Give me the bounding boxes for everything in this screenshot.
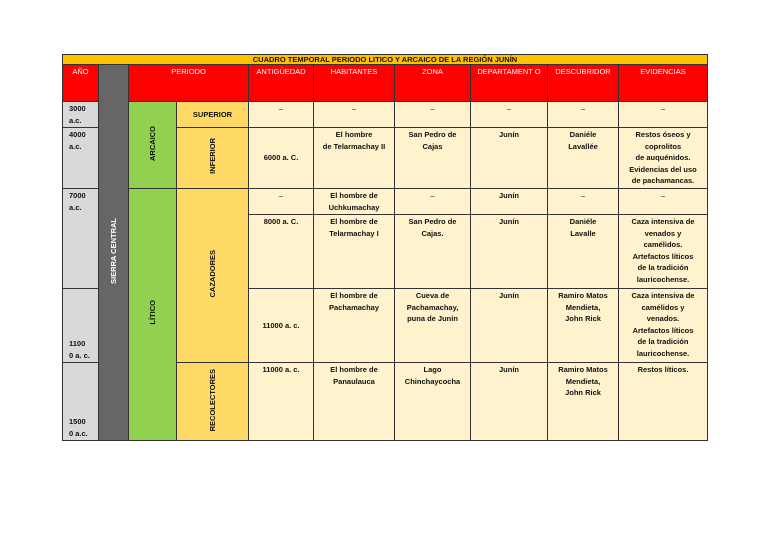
cell-evidencias: Restos líticos. <box>619 363 708 441</box>
cell-habitantes: El hombre de Uchkumachay <box>314 189 395 215</box>
cell-habitantes: El hombre de Pachamachay <box>314 289 395 363</box>
cell-zona: San Pedro de Cajas. <box>395 215 471 289</box>
cell-antiguedad: – <box>249 189 314 215</box>
cell-departamento: Junín <box>471 215 548 289</box>
subperiod-inferior <box>177 128 249 189</box>
cell-habitantes: El hombre de Panaulauca <box>314 363 395 441</box>
year-3000: 3000 a.c. <box>63 102 99 128</box>
cell-descubridor: Daniéle Lavallée <box>548 128 619 189</box>
cell-evidencias: Caza intensiva de camélidos y venados. Artefactos líticos de la tradición lauricochense. <box>619 289 708 363</box>
cell-zona: – <box>395 102 471 128</box>
header-departamento: DEPARTAMENT O <box>471 65 548 102</box>
subperiod-superior: SUPERIOR <box>177 102 249 128</box>
period-litico-label: LÍTICO <box>147 300 157 326</box>
header-descubridor: DESCUBRIDOR <box>548 65 619 102</box>
cell-descubridor: – <box>548 102 619 128</box>
cell-departamento: Junín <box>471 363 548 441</box>
cell-zona: Cueva de Pachamachay, puna de Junín <box>395 289 471 363</box>
subperiod-recolectores <box>177 363 249 441</box>
cell-departamento: Junín <box>471 189 548 215</box>
period-litico <box>129 189 177 441</box>
subperiod-recolectores-label: RECOLECTORES <box>207 368 217 431</box>
cell-descubridor: Ramiro Matos Mendieta, John Rick <box>548 289 619 363</box>
cell-evidencias: – <box>619 189 708 215</box>
year-4000: 4000 a.c. <box>63 128 99 189</box>
period-arcaico <box>129 102 177 189</box>
region-label: SIERRA CENTRAL <box>108 217 118 284</box>
header-antiguedad: ANTIGÜEDAD <box>249 65 314 102</box>
cell-descubridor: – <box>548 189 619 215</box>
cell-habitantes: – <box>314 102 395 128</box>
cell-habitantes: El hombre de Telarmachay II <box>314 128 395 189</box>
period-arcaico-label: ARCAICO <box>147 125 157 161</box>
cell-departamento: Junín <box>471 289 548 363</box>
region-cell <box>99 65 129 441</box>
cell-antiguedad: 8000 a. C. <box>249 215 314 289</box>
year-11000: 1100 0 a. c. <box>63 289 99 363</box>
header-periodo: PERIODO <box>129 65 249 102</box>
year-15000: 1500 0 a.c. <box>63 363 99 441</box>
subperiod-cazadores <box>177 189 249 363</box>
cell-zona: – <box>395 189 471 215</box>
cell-zona: Lago Chinchaycocha <box>395 363 471 441</box>
header-anio: AÑO <box>63 65 99 102</box>
cell-descubridor: Ramiro Matos Mendieta, John Rick <box>548 363 619 441</box>
cell-evidencias: Caza intensiva de venados y camélidos. Artefactos líticos de la tradición lauricochense. <box>619 215 708 289</box>
subperiod-inferior-label: INFERIOR <box>207 138 217 175</box>
chronology-table <box>62 54 708 441</box>
cell-descubridor: Daniéle Lavalle <box>548 215 619 289</box>
cell-zona: San Pedro de Cajas <box>395 128 471 189</box>
cell-antiguedad: – <box>249 102 314 128</box>
cell-antiguedad: 11000 a. c. <box>249 289 314 363</box>
cell-departamento: – <box>471 102 548 128</box>
cell-evidencias: Restos óseos y coprolitos de auquénidos. Evidencias del uso de pachamancas. <box>619 128 708 189</box>
subperiod-cazadores-label: CAZADORES <box>207 249 217 298</box>
cell-habitantes: El hombre de Telarmachay I <box>314 215 395 289</box>
table-title: CUADRO TEMPORAL PERIODO LITICO Y ARCAICO DE LA REGIÓN JUNÍN <box>63 55 708 65</box>
header-habitantes: HABITANTES <box>314 65 395 102</box>
cell-antiguedad: 6000 a. C. <box>249 128 314 189</box>
cell-antiguedad: 11000 a. c. <box>249 363 314 441</box>
cell-evidencias: – <box>619 102 708 128</box>
cell-departamento: Junín <box>471 128 548 189</box>
year-7000: 7000 a.c. <box>63 189 99 289</box>
header-evidencias: EVIDENCIAS <box>619 65 708 102</box>
header-zona: ZONA <box>395 65 471 102</box>
